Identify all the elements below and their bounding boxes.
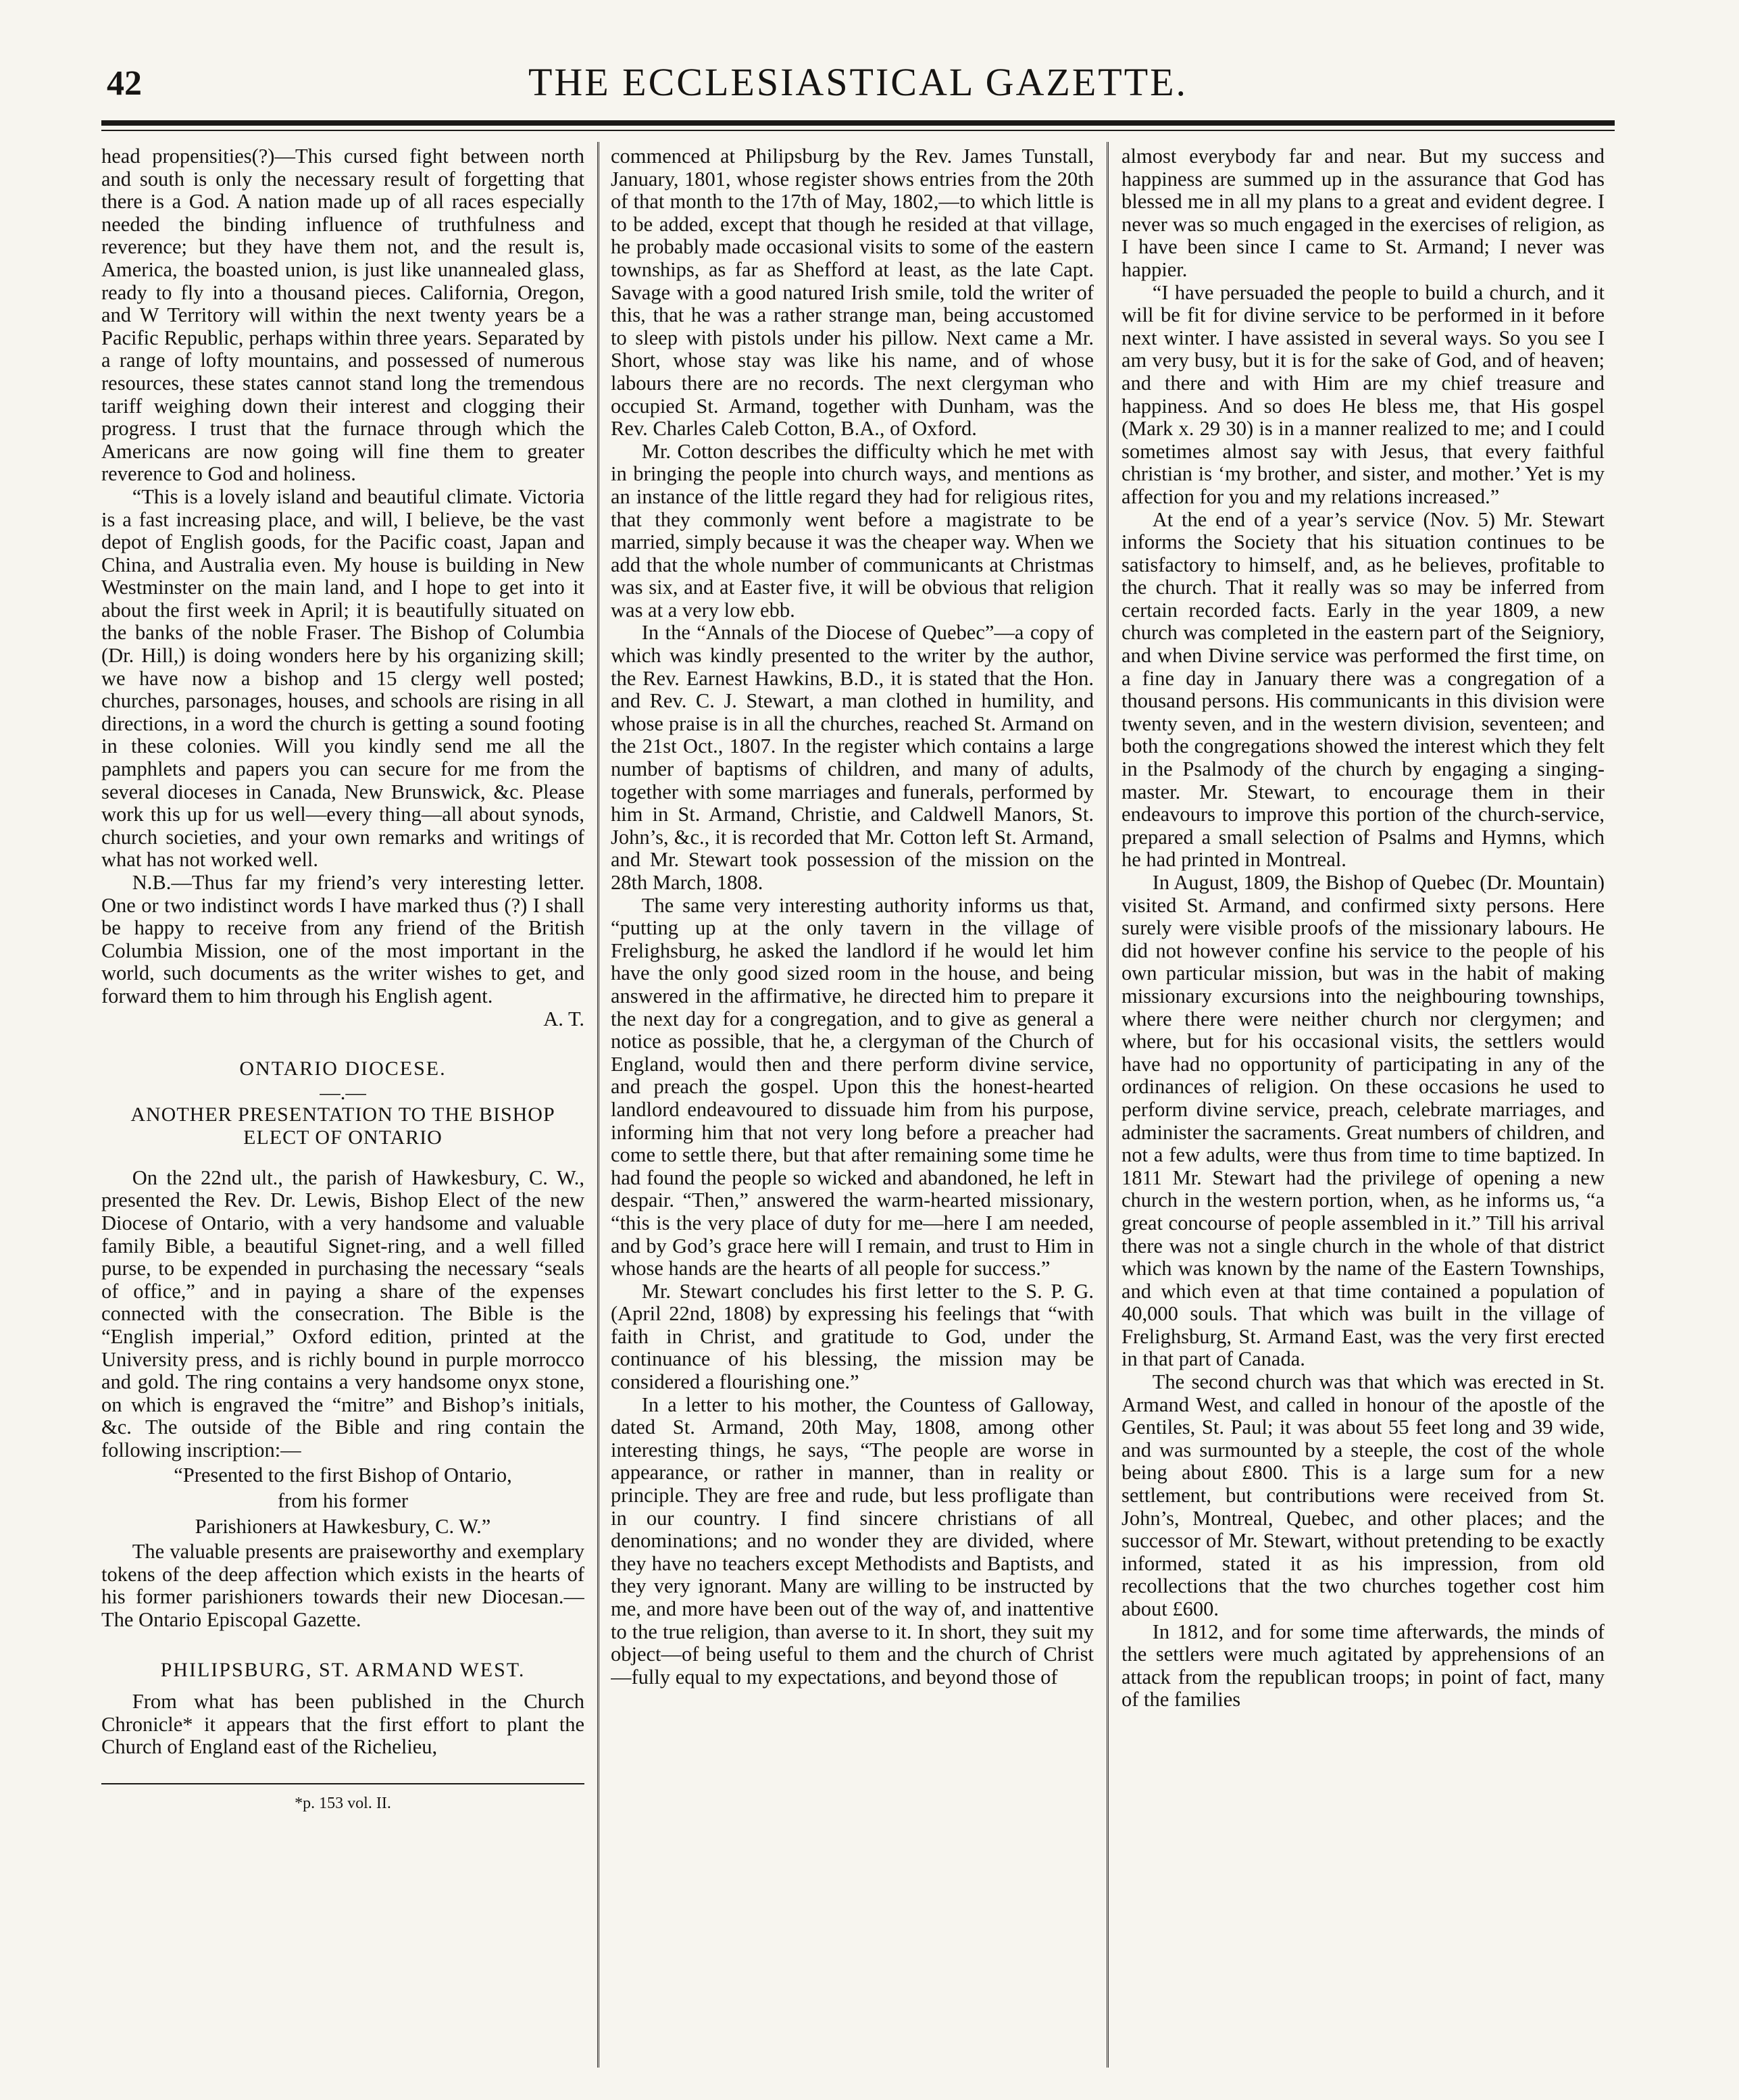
column-middle <box>611 145 1094 2064</box>
article-paragraph: “I have persuaded the people to build a church, and it will be fit for divine service to be performed in it before next winter. I have assisted in several ways. So you see I am very busy, but it is for the sake of God, and of heaven; and there and with Him are my chief treasure and happiness. And so does He bless me, that His gospel (Mark x. 29 30) is in a manner realized to me; and I could sometimes almost say with Jesus, that every faithful christian is ‘my brother, and sister, and mother.’ Yet is my affection for you and my relations increased.” <box>1121 280 1605 508</box>
column-right <box>1121 145 1605 2064</box>
letter-paragraph: “This is a lovely island and beautiful climate. Victoria is a fast increasing place, and will, I believe, be the vast depot of English goods, for the Pacific coast, Japan and China, and Australia even. My house is building in New Westminster on the main land, and I hope to get into it about the first week in April; it is beautifully situated on the banks of the noble Fraser. The Bishop of Columbia (Dr. Hill,) is doing wonders here by his organizing skill; we have now a bishop and 15 clergy well posted; churches, parsonages, houses, and schools are rising in all directions, in a word the church is getting a sound footing in these colonies. Will you kindly send me all the pamphlets and papers you can secure for me from the several dioceses in Canada, New Brunswick, &c. Please work this up for us well—every thing—all about synods, church societies, and your own remarks and writings of what has not worked well. <box>101 484 584 872</box>
journal-title: THE ECCLESIASTICAL GAZETTE. <box>528 60 1188 104</box>
page-number: 42 <box>107 64 142 103</box>
article-paragraph: The valuable presents are praiseworthy and exemplary tokens of the deep affection which exists in the hearts of his former parishioners towards their new Diocesan.—The Ontario Episcopal Gazette. <box>101 1540 584 1632</box>
column-separator <box>1107 142 1109 2068</box>
letter-paragraph: head propensities(?)—This cursed fight between north and south is only the necessary result of forgetting that there is a God. A nation made up of all races especially needed the binding influence of truthfulness and reverence; but they have them not, and the result is, America, the boasted union, is just like unannealed glass, ready to fly into a thousand pieces. California, Oregon, and W Territory will within the next twenty years be a Pacific Republic, perhaps within three years. Separated by a range of lofty mountains, and possessed of numerous resources, these states cannot stand long the tremendous tariff weighing down their interest and clogging their progress. I trust that the furnace through which the Americans are now going will fine them to greater reverence to God and holiness. <box>101 145 584 486</box>
page-header <box>101 59 1615 120</box>
article-paragraph: In a letter to his mother, the Countess of Galloway, dated St. Armand, 20th May, 1808, among other interesting things, he says, “The people are worse in appearance, or rather in manner, than in reality or principle. They are free and rude, but less profligate than in our country. I find sincere christians of all denominations; and no wonder they are divided, where they have no teachers except Methodists and Baptists, and they very ignorant. Many are willing to be instructed by me, and more have been out of the way of, and inattentive to the true religion, than averse to it. In short, they suit my object—of being useful to them and the church of Christ—fully equal to my expectations, and beyond those of <box>611 1393 1094 1689</box>
section-dash: —.— <box>320 1080 366 1104</box>
article-paragraph: The second church was that which was erected in St. Armand West, and called in honour of the apostle of the Gentiles, St. Paul; it was about 55 feet long and 39 wide, and was surmounted by a steeple, the cost of the whole being about £800. This is a large sum for a new settlement, but contributions were received from St. John’s, Montreal, Quebec, and other places; and the successor of Mr. Stewart, without pretending to be exactly informed, stated it as his impression, from old recollections that the two churches together cost him about £600. <box>1121 1370 1605 1620</box>
inscription-line: from his former <box>277 1489 409 1513</box>
article-paragraph: Mr. Cotton describes the difficulty which he met with in bringing the people into church ways, and mentions as an instance of the little regard they had for religious rites, that they commonly went before a magistrate to be married, simply because it was the cheaper way. When we add that the whole number of communicants at Christmas was six, and at Easter five, it will be obvious that religion was at a very low ebb. <box>611 439 1094 622</box>
presentation-heading: ANOTHER PRESENTATION TO THE BISHOP ELECT OF ONTARIO <box>130 1103 555 1149</box>
article-paragraph: On the 22nd ult., the parish of Hawkesbury, C. W., presented the Rev. Dr. Lewis, Bishop Elect of the new Diocese of Ontario, with a very handsome and valuable family Bible, a beautiful Signet-ring, and a well filled purse, to be expended in purchasing the necessary “seals of office,” and in paying a share of the expenses connected with the consecration. The Bible is the “English imperial,” Oxford edition, printed at the University press, and is richly bound in purple morrocco and gold. The ring contains a very handsome onyx stone, on which is engraved the “mitre” and Bishop’s initials, &c. The outside of the Bible and ring contain the following inscription:— <box>101 1166 584 1461</box>
ontario-diocese-heading: ONTARIO DIOCESE. <box>239 1057 447 1080</box>
article-paragraph: In 1812, and for some time afterwards, the minds of the settlers were much agitated by apprehensions of an attack from the republican troops; in point of fact, many of the families <box>1121 1620 1605 1711</box>
article-paragraph: From what has been published in the Church Chronicle* it appears that the first effort to plant the Church of England east of the Richelieu, <box>101 1690 584 1759</box>
header-rule-thin <box>101 130 1615 131</box>
article-paragraph: Mr. Stewart concludes his first letter to the S. P. G. (April 22nd, 1808) by expressing his feelings that “with faith in Christ, and gratitude to God, under the continuance of his blessing, the mission may be considered a flourishing one.” <box>611 1279 1094 1394</box>
article-paragraph: In the “Annals of the Diocese of Quebec”—a copy of which was kindly presented to the writer by the author, the Rev. Earnest Hawkins, B.D., it is stated that the Hon. and Rev. C. J. Stewart, a man clothed in humility, and whose praise is in all the churches, reached St. Armand on the 21st Oct., 1807. In the register which contains a large number of baptisms of children, and many of adults, together with some marriages and funerals, performed by him in St. Armand, Christie, and Caldwell Manors, St. John’s, &c., it is recorded that Mr. Cotton left St. Armand, and Mr. Stewart took possession of the mission on the 28th March, 1808. <box>611 621 1094 894</box>
signature: A. T. <box>543 1007 584 1030</box>
footnote: *p. 153 vol. II. <box>101 1783 584 1816</box>
column-separator <box>597 142 599 2068</box>
letter-paragraph: N.B.—Thus far my friend’s very interesting letter. One or two indistinct words I have marked thus (?) I shall be happy to receive from any friend of the British Columbia Mission, one of the most important in the world, such documents as the writer wishes to get, and forward them to him through his English agent. <box>101 871 584 1007</box>
philipsburg-heading: PHILIPSBURG, ST. ARMAND WEST. <box>160 1658 526 1681</box>
inscription-line: Parishioners at Hawkesbury, C. W.” <box>195 1514 491 1538</box>
column-left <box>101 145 584 2064</box>
article-paragraph: almost everybody far and near. But my success and happiness are summed up in the assurance that God has blessed me in all my plans to a great and evident degree. I never was so much engaged in the exercises of religion, as I have been since I came to St. Armand; I never was happier. <box>1121 145 1605 281</box>
inscription-line: “Presented to the first Bishop of Ontario, <box>174 1464 512 1487</box>
article-paragraph: The same very interesting authority informs us that, “putting up at the only tavern in the village of Frelighsburg, he asked the landlord if he would let him have the only good sized room in the house, and being answered in the affirmative, he directed him to prepare it the next day for a congregation, and to give as general a notice as possible, that he, a clergyman of the Church of England, would then and there perform divine service, and preach the gospel. Upon this the honest-hearted landlord endeavoured to dissuade him from his purpose, informing him that not very long before a preacher had come to settle there, but that after remaining some time he had found the people so wicked and abandoned, he left in despair. “Then,” answered the warm-hearted missionary, “this is the very place of duty for me—here I am needed, and by God’s grace here will I remain, and trust to Him in whose hands are the hearts of all people for success.” <box>611 893 1094 1280</box>
article-paragraph: commenced at Philipsburg by the Rev. James Tunstall, January, 1801, whose register shows entries from the 20th of that month to the 17th of May, 1802,—to which little is to be added, except that though he resided at that village, he probably made occasional visits to some of the eastern townships, as far as Shefford at least, as the late Capt. Savage with a good natured Irish smile, told the writer of this, that he was a rather strange man, being accustomed to sleep with pistols under his pillow. Next came a Mr. Short, whose stay was like his name, and of whose labours there are no records. The next clergyman who occupied St. Armand, together with Dunham, was the Rev. Charles Caleb Cotton, B.A., of Oxford. <box>611 145 1094 441</box>
article-paragraph: At the end of a year’s service (Nov. 5) Mr. Stewart informs the Society that his situation continues to be satisfactory to himself, and, as he believes, profitable to the church. That it really was so may be inferred from certain recorded facts. Early in the year 1809, a new church was completed in the eastern part of the Seigniory, and when Divine service was performed the first time, on a fine day in January there was a congregation of a thousand persons. His communicants in this division were twenty seven, and in the western division, seventeen; and both the congregations showed the interest which they felt in the Psalmody of the church by engaging a singing-master. Mr. Stewart, to encourage them in their endeavours to improve this portion of the church-service, prepared a small selection of Psalms and Hymns, which he had printed in Montreal. <box>1121 507 1605 872</box>
header-rule <box>101 120 1615 126</box>
article-paragraph: In August, 1809, the Bishop of Quebec (Dr. Mountain) visited St. Armand, and confirmed sixty persons. Here surely were visible proofs of the missionary labours. He did not however confine his service to the people of his own particular mission, but was in the habit of making missionary excursions into the neighbouring townships, where there were neither church nor clergymen; and where, but for his occasional visits, the settlers would have had no opportunity of participating in any of the ordinances of religion. On these occasions he used to perform divine service, preach, celebrate marriages, and administer the sacraments. Great numbers of children, and not a few adults, were thus from time to time baptized. In 1811 Mr. Stewart had the privilege of opening a new church in the western portion, when, as he informs us, “a great concourse of people assembled in it.” Till his arrival there was not a single church in the whole of that district which was known by the name of the Eastern Townships, and which even at that time contained a population of 40,000 souls. That which was built in the village of Frelighsburg, St. Armand East, was the very first erected in that part of Canada. <box>1121 871 1605 1371</box>
